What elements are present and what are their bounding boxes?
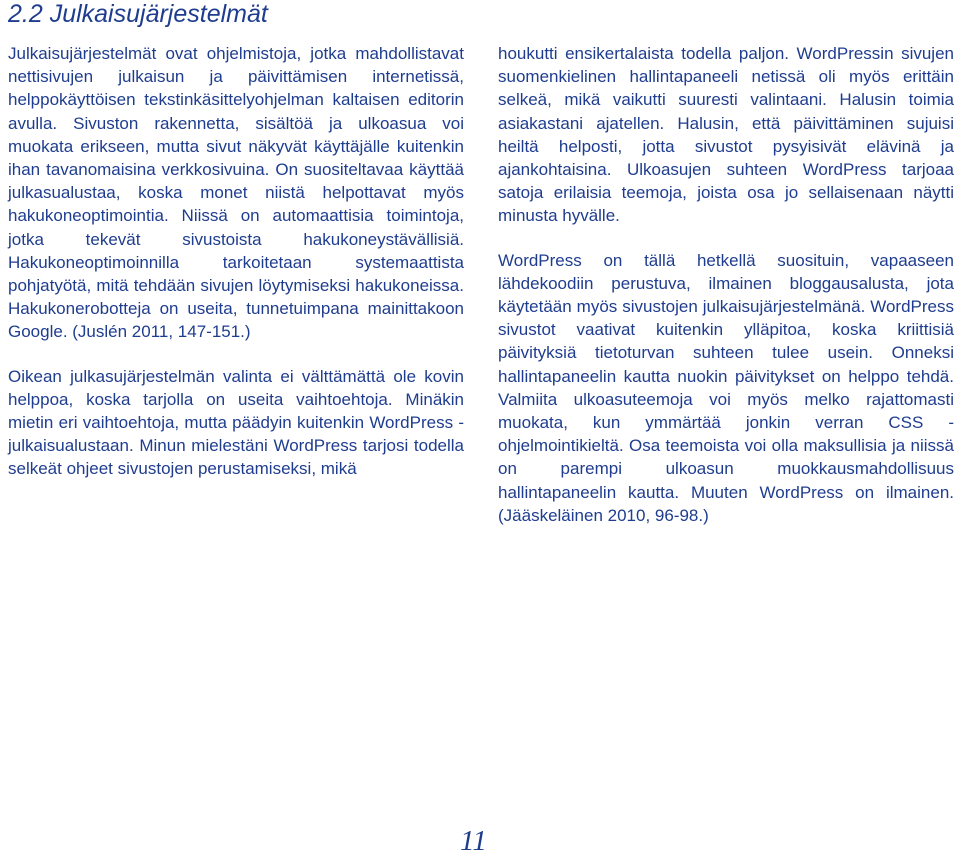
body-paragraph: Oikean julkasujärjestelmän valinta ei välttämättä ole kovin helppoa, koska tarjolla on useita vaihtoehtoja. Minäkin mietin eri vaihtoehtoja, mutta päädyin kuitenkin WordPress -julkaisualustaan. Minun mielestäni WordPress tarjosi todella selkeät ohjeet sivustojen perustamiseksi, mikä (8, 366, 464, 479)
body-paragraph: WordPress on tällä hetkellä suosituin, vapaaseen lähdekoodiin perustuva, ilmainen bloggausalusta, jota käytetään myös sivustojen julkaisujärjestelmänä. WordPress sivustot vaativat kuitenkin ylläpitoa, koska kriittisiä päivityksiä tietoturvan suhteen tulee usein. Onneksi hallintapaneelin kautta nuokin päivitykset on helppo tehdä. Valmiita ulkoasuteemoja voi myös melko rajattomasti muokata, kun ymmärtää jonkin verran CSS -ohjelmointikieltä. Osa teemoista voi olla maksullisia ja niissä on parempi ulkoasun muokkausmahdollisuus hallintapaneelin kautta. Muuten WordPress on ilmainen. (Jääskeläinen 2010, 96-98.) (498, 250, 954, 525)
page-number: 11 (460, 825, 487, 857)
body-paragraph: houkutti ensikertalaista todella paljon. WordPressin sivujen suomenkielinen hallintapaneeli netissä oli myös erittäin selkeä, mikä vaikutti suuresti valintaani. Halusin toimia asiakastani ajatellen. Halusin, että päivittäminen sujuisi heiltä helposti, jotta sivustot pysyisivät elävinä ja ajankohtaisina. Ulkoasujen suhteen WordPress tarjoaa satoja erilaisia teemoja, joista osa jo sellaisenaan näytti minusta hyvälle. (498, 44, 954, 226)
left-column (8, 42, 464, 502)
section-heading: 2.2 Julkaisujärjestelmät (8, 0, 268, 28)
body-paragraph: Julkaisujärjestelmät ovat ohjelmistoja, jotka mahdollistavat nettisivujen julkaisun ja päivittämisen internetissä, helppokäyttöisen tekstinkäsittelyohjelman kaltaisen editorin avulla. Sivuston rakennetta, sisältöä ja ulkoasua voi muokata erikseen, mutta sivut näkyvät käyttäjälle kuitenkin ihan tavanomaisina verkkosivuina. On suositeltavaa käyttää julkasualustaa, koska monet niistä helpottavat myös hakukoneoptimointia. Niissä on automaattisia toimintoja, jotka tekevät sivustoista hakukoneystävällisiä. Hakukoneoptimoinnilla tarkoitetaan systemaattista pohjatyötä, mitä tehdään sivujen löytymiseksi hakukoneissa. Hakukonerobotteja on useita, tunnetuimpana mainittakoon Google. (Juslén 2011, 147-151.) (8, 44, 464, 342)
right-column (498, 42, 954, 548)
